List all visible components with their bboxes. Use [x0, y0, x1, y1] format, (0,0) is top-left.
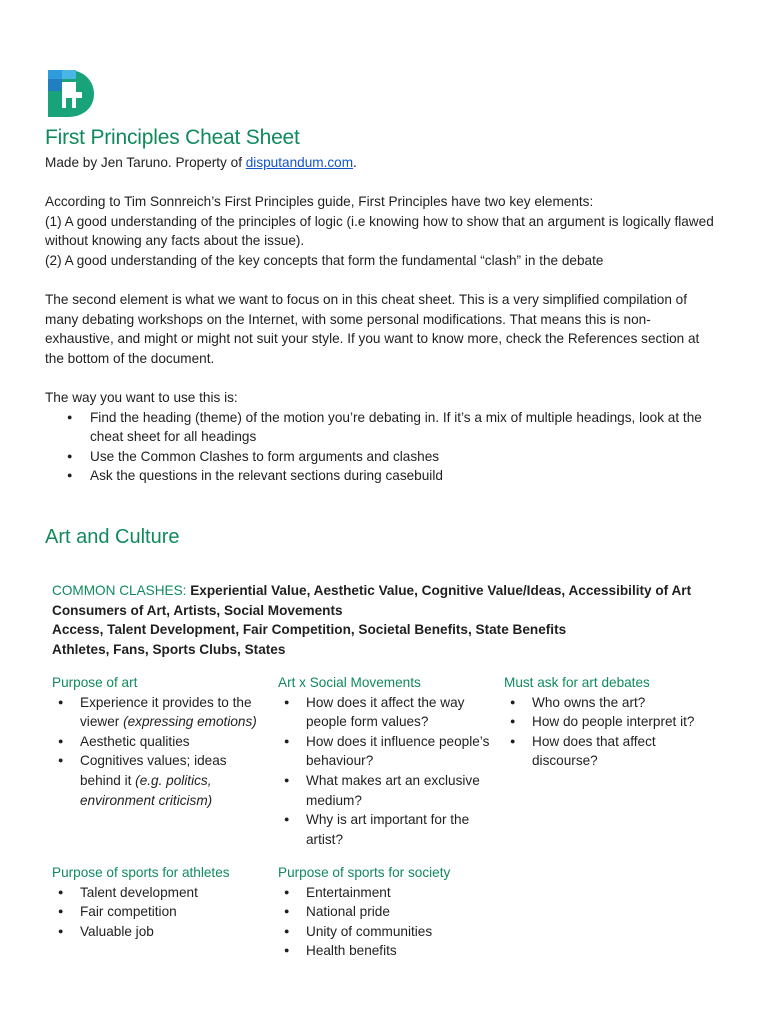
list-item: ● Ask the questions in the relevant sections during casebuild — [45, 466, 725, 486]
list-item: ● How does that affect discourse? — [504, 732, 712, 771]
list-item: ● Find the heading (theme) of the motion you’re debating in. If it’s a mix of multiple headings, look at the cheat sheet for all headings — [45, 408, 725, 447]
column-heading: Purpose of sports for society — [278, 865, 451, 880]
list-item: ● How do people interpret it? — [504, 712, 712, 732]
clashes-line: Access, Talent Development, Fair Competition, Societal Benefits, State Benefits — [52, 622, 567, 638]
common-clashes — [52, 581, 732, 659]
list-item: ● Who owns the art? — [504, 693, 712, 713]
usage-list — [45, 408, 725, 486]
column-heading: Purpose of sports for athletes — [52, 865, 230, 880]
list-item: ● Unity of communities — [278, 922, 496, 942]
list-item: ● Aesthetic qualities — [52, 732, 258, 752]
intro-block — [45, 192, 725, 270]
clashes-text: Experiential Value, Aesthetic Value, Cognitive Value/Ideas, Accessibility of Art — [186, 583, 692, 598]
sports-athletes-list — [52, 883, 267, 942]
made-by-prefix: Made by Jen Taruno. Property of — [45, 155, 246, 170]
list-item: ● How does it affect the way people form values? — [278, 693, 496, 732]
must-ask-column — [504, 673, 719, 771]
page-title: First Principles Cheat Sheet — [45, 126, 300, 149]
clashes-line: Consumers of Art, Artists, Social Movements — [52, 602, 343, 618]
purpose-paragraph: The second element is what we want to focus on in this cheat sheet. This is a very simplified compilation of many debating workshops on the Internet, with some personal modifications. That means this is non-exhaustive, and might or might not suit your style. If you want to know more, check the References section at the bottom of the document. — [45, 292, 700, 366]
list-item: ● Entertainment — [278, 883, 496, 903]
list-item: ● Use the Common Clashes to form arguments and clashes — [45, 447, 725, 467]
list-item: ● National pride — [278, 902, 496, 922]
purpose-of-art-column — [52, 673, 267, 810]
must-ask-list — [504, 693, 719, 771]
disputandum-logo-icon — [46, 68, 94, 118]
intro-line: According to Tim Sonnreich’s First Principles guide, First Principles have two key elements: — [45, 194, 594, 209]
usage-lead: The way you want to use this is: — [45, 390, 238, 405]
sports-athletes-column — [52, 863, 267, 941]
art-social-list — [278, 693, 493, 850]
list-item: ● Fair competition — [52, 902, 258, 922]
clashes-line: Athletes, Fans, Sports Clubs, States — [52, 641, 286, 657]
list-item: ● What makes art an exclusive medium? — [278, 771, 496, 810]
made-by-line — [45, 153, 357, 173]
purpose-of-art-list — [52, 693, 267, 811]
intro-line: (1) A good understanding of the principles of logic (i.e knowing how to show that an argument is logically flawed without knowing any facts about the issue). — [45, 213, 714, 249]
section-title: Art and Culture — [45, 526, 180, 548]
column-heading: Must ask for art debates — [504, 675, 650, 690]
list-item: ● How does it influence people’s behaviour? — [278, 732, 496, 771]
intro-line: (2) A good understanding of the key concepts that form the fundamental “clash” in the debate — [45, 252, 604, 268]
list-item: ● Experience it provides to the viewer (expressing emotions) — [52, 693, 258, 732]
art-social-movements-column — [278, 673, 493, 849]
sports-society-list — [278, 883, 493, 961]
sports-society-column — [278, 863, 493, 961]
list-item: ● Health benefits — [278, 941, 496, 961]
clashes-line — [52, 581, 732, 601]
usage-block — [45, 388, 725, 486]
list-item: ● Talent development — [52, 883, 258, 903]
clashes-label: COMMON CLASHES: — [52, 583, 187, 598]
column-heading: Purpose of art — [52, 675, 138, 690]
list-item: ● Cognitives values; ideas behind it (e.g. politics, environment criticism) — [52, 751, 258, 810]
column-heading: Art x Social Movements — [278, 675, 421, 690]
site-link[interactable]: disputandum.com — [245, 155, 354, 170]
made-by-suffix: . — [353, 155, 357, 170]
list-item: ● Why is art important for the artist? — [278, 810, 496, 849]
list-item: ● Valuable job — [52, 922, 258, 942]
